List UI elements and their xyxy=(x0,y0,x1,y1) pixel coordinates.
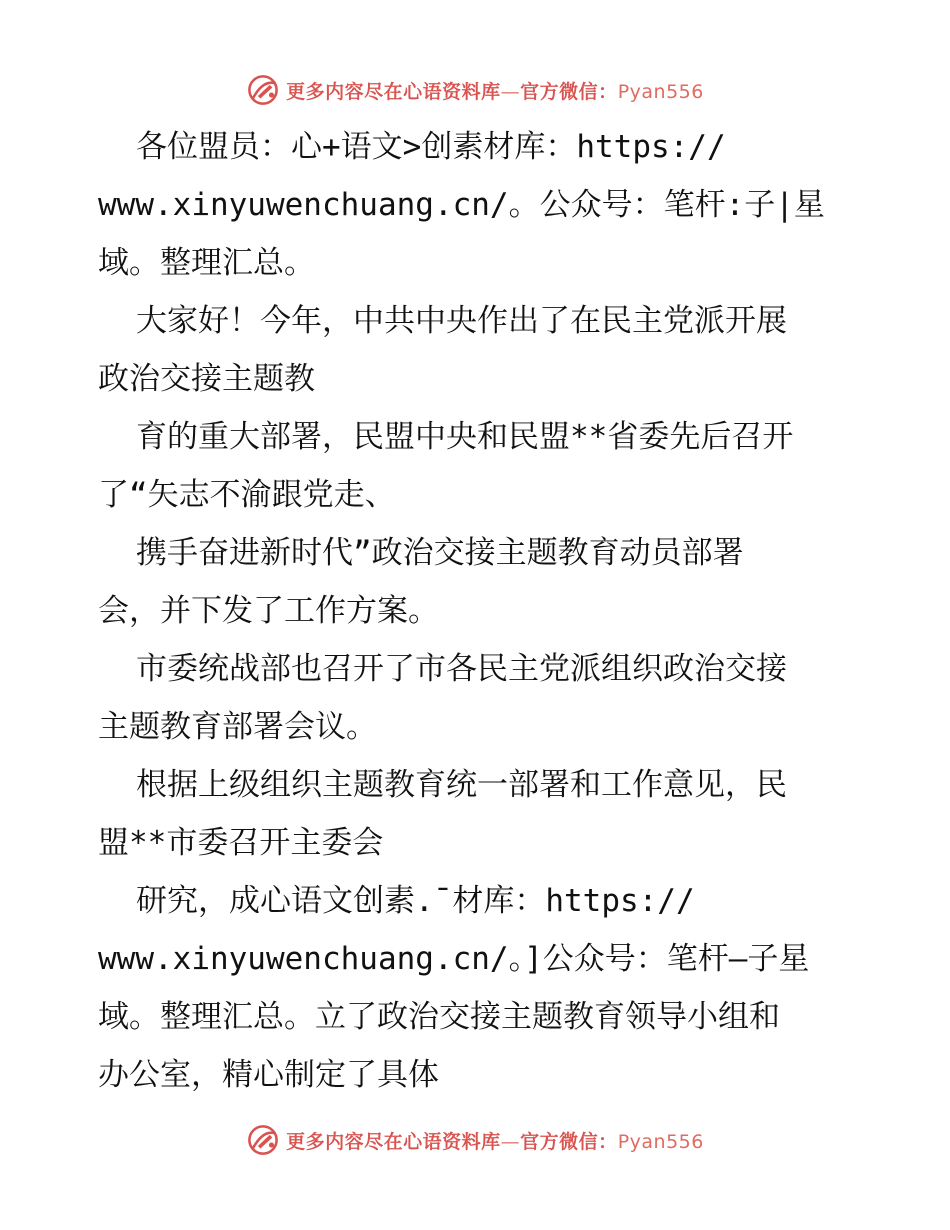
body-line: 会，并下发了工作方案。 xyxy=(98,593,439,629)
body-line: 研究，成心语文创素.¯材库：https:// xyxy=(136,883,695,919)
document-body xyxy=(98,118,868,1104)
body-line: 携手奋进新时代”政治交接主题教育动员部署 xyxy=(136,535,744,571)
header-wechat-id: Pyan556 xyxy=(617,80,704,103)
body-line: 大家好！今年，中共中央作出了在民主党派开展 xyxy=(136,303,787,339)
body-line: 了“矢志不渝跟党走、 xyxy=(98,477,396,513)
body-line: 办公室，精心制定了具体 xyxy=(98,1057,439,1093)
header-watermark xyxy=(0,70,950,110)
header-text xyxy=(286,77,704,104)
body-line: 域。整理汇总。 xyxy=(98,245,315,281)
body-line: 政治交接主题教 xyxy=(98,361,315,397)
footer-text xyxy=(286,1127,704,1154)
body-line: 根据上级组织主题教育统一部署和工作意见，民 xyxy=(136,767,787,803)
footer-watermark xyxy=(0,1120,950,1160)
body-line: 域。整理汇总。立了政治交接主题教育领导小组和 xyxy=(98,999,780,1035)
body-line: 市委统战部也召开了市各民主党派组织政治交接 xyxy=(136,651,787,687)
header-suffix: 官方微信： xyxy=(520,80,618,103)
footer-suffix: 官方微信： xyxy=(520,1130,618,1153)
body-line: 各位盟员：心+语文>创素材库：https:// xyxy=(136,129,726,165)
footer-wechat-id: Pyan556 xyxy=(617,1130,704,1153)
header-separator: — xyxy=(500,80,521,103)
pen-logo-icon xyxy=(246,73,280,107)
pen-logo-icon xyxy=(246,1123,280,1157)
header-lead-text: 更多内容尽在心语资料库 xyxy=(286,80,501,103)
footer-separator: — xyxy=(500,1130,521,1153)
body-line: www.xinyuwenchuang.cn/。]公众号：笔杆—子星 xyxy=(98,941,810,977)
body-line: 主题教育部署会议。 xyxy=(98,709,377,745)
body-line: 盟**市委召开主委会 xyxy=(98,825,384,861)
footer-lead-text: 更多内容尽在心语资料库 xyxy=(286,1130,501,1153)
body-line: 育的重大部署，民盟中央和民盟**省委先后召开 xyxy=(136,419,794,455)
body-line: www.xinyuwenchuang.cn/。公众号：笔杆:子|星 xyxy=(98,187,825,223)
